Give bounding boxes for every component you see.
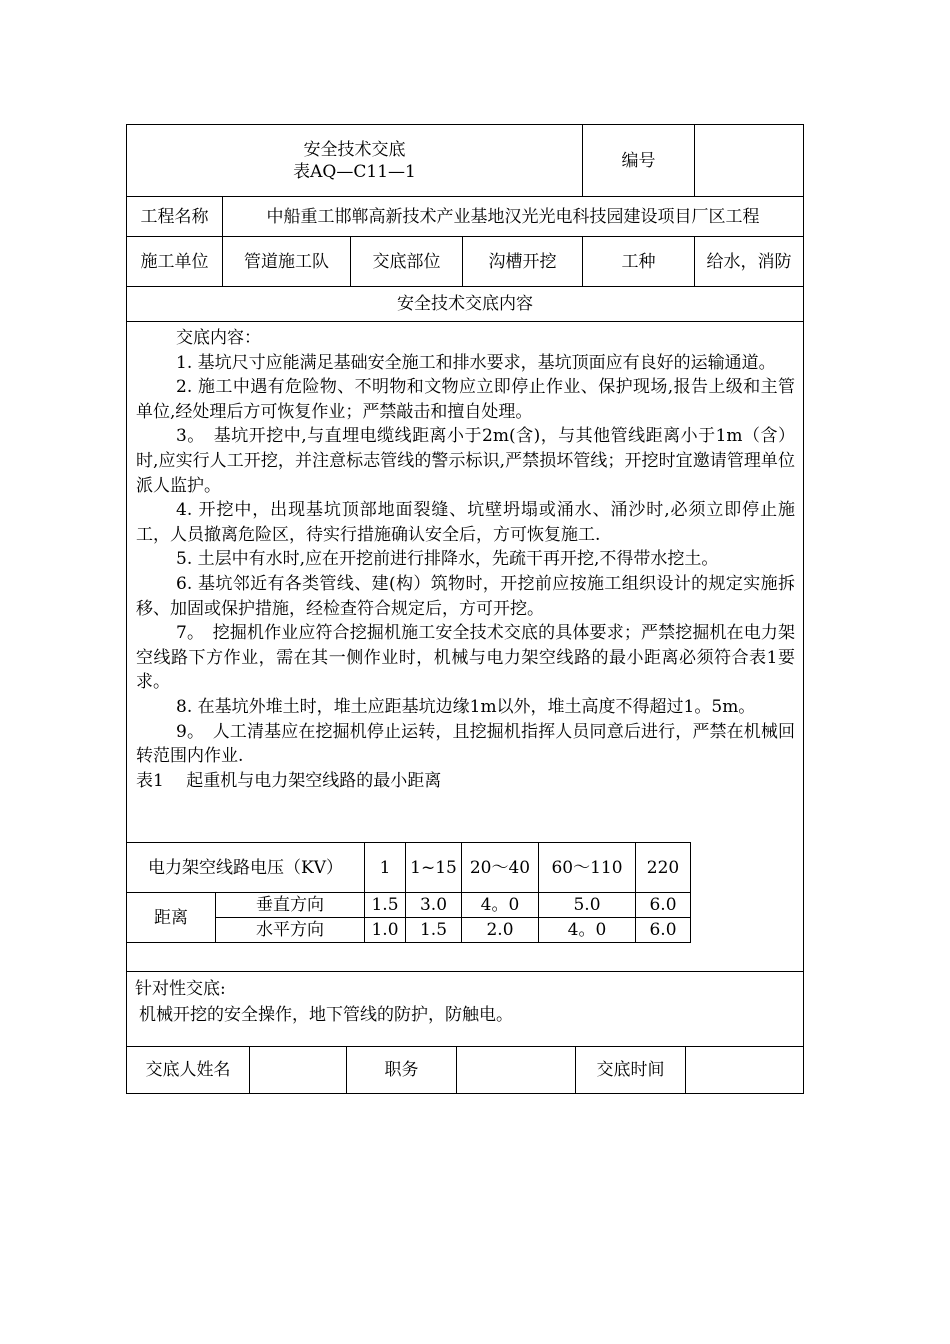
trade-label: 工种 <box>583 237 695 287</box>
briefing-part-value: 沟槽开挖 <box>463 237 583 287</box>
voltage-label: 电力架空线路电压（KV） <box>127 843 365 893</box>
briefing-content <box>127 322 803 972</box>
number-label: 编号 <box>583 125 695 197</box>
content-item: 5. 土层中有水时,应在开挖前进行排降水，先疏干再开挖,不得带水挖土。 <box>176 549 719 570</box>
table-cell: 3.0 <box>406 893 462 918</box>
content-intro: 交底内容： <box>176 328 261 348</box>
project-name-label: 工程名称 <box>127 197 223 237</box>
distance-label: 距离 <box>127 893 216 943</box>
table-cell: 1.5 <box>365 893 406 918</box>
briefing-time-label: 交底时间 <box>576 1047 686 1093</box>
content-item: 3。 基坑开挖中,与直埋电缆线距离小于2m(含)，与其他管线距离小于1m（含）时,应实行人工开挖，并注意标志管线的警示标识,严禁损坏管线；开挖时宜邀请管理单位派人监护。 <box>136 426 795 496</box>
table-cell: 2.0 <box>462 918 539 943</box>
content-item: 1. 基坑尺寸应能满足基础安全施工和排水要求，基坑顶面应有良好的运输通道。 <box>176 352 776 373</box>
table-cell: 6.0 <box>636 893 691 918</box>
voltage-cell: 220 <box>636 843 691 893</box>
construction-unit-value: 管道施工队 <box>223 237 351 287</box>
briefer-name-value[interactable] <box>250 1047 347 1093</box>
table-cell: 1.0 <box>365 918 406 943</box>
targeted-briefing <box>127 972 803 1047</box>
briefing-part-label: 交底部位 <box>351 237 463 287</box>
content-item: 2. 施工中遇有危险物、不明物和文物应立即停止作业、保护现场,报告上级和主管单位,经处理后方可恢复作业；严禁敲击和擅自处理。 <box>136 377 795 422</box>
form-title <box>127 125 583 197</box>
voltage-cell: 1~15 <box>406 843 462 893</box>
briefing-time-value[interactable] <box>686 1047 803 1093</box>
safety-briefing-form <box>126 124 804 1094</box>
clearance-table <box>127 842 691 943</box>
trade-value: 给水，消防 <box>695 237 803 287</box>
table-cell: 4。0 <box>462 893 539 918</box>
form-title-line1: 安全技术交底 <box>303 139 406 160</box>
position-value[interactable] <box>457 1047 576 1093</box>
content-item: 4. 开挖中，出现基坑顶部地面裂缝、坑壁坍塌或涌水、涌沙时,必须立即停止施工，人员撤离危险区，待实行措施确认安全后，方可恢复施工. <box>136 500 795 545</box>
voltage-cell: 1 <box>365 843 406 893</box>
form-code: 表AQ—C11—1 <box>293 161 416 182</box>
content-item: 9。 人工清基应在挖掘机停止运转，且挖掘机指挥人员同意后进行，严禁在机械回转范围内作业. <box>136 721 795 767</box>
content-item: 6. 基坑邻近有各类管线、建(构）筑物时，开挖前应按施工组织设计的规定实施拆移、加固或保护措施，经检查符合规定后，方可开挖。 <box>136 573 795 619</box>
position-label: 职务 <box>347 1047 457 1093</box>
table-caption: 表1 起重机与电力架空线路的最小距离 <box>136 770 442 791</box>
table-cell: 5.0 <box>539 893 636 918</box>
number-value[interactable] <box>695 125 803 197</box>
voltage-cell: 60～110 <box>539 843 636 893</box>
direction-label: 水平方向 <box>216 918 365 943</box>
content-heading: 安全技术交底内容 <box>127 287 803 322</box>
project-name-value: 中船重工邯郸高新技术产业基地汉光光电科技园建设项目厂区工程 <box>223 197 803 237</box>
content-item: 7。 挖掘机作业应符合挖掘机施工安全技术交底的具体要求；严禁挖掘机在电力架空线路下方作业，需在其一侧作业时，机械与电力架空线路的最小距离必须符合表1要求。 <box>136 623 795 693</box>
content-item: 8. 在基坑外堆土时，堆土应距基坑边缘1m以外，堆土高度不得超过1。5m。 <box>176 696 756 717</box>
targeted-label: 针对性交底: <box>135 979 226 999</box>
table-cell: 1.5 <box>406 918 462 943</box>
briefer-name-label: 交底人姓名 <box>127 1047 250 1093</box>
direction-label: 垂直方向 <box>216 893 365 918</box>
table-cell: 4。0 <box>539 918 636 943</box>
targeted-text: 机械开挖的安全操作，地下管线的防护，防触电。 <box>139 1005 513 1025</box>
table-cell: 6.0 <box>636 918 691 943</box>
voltage-cell: 20～40 <box>462 843 539 893</box>
construction-unit-label: 施工单位 <box>127 237 223 287</box>
